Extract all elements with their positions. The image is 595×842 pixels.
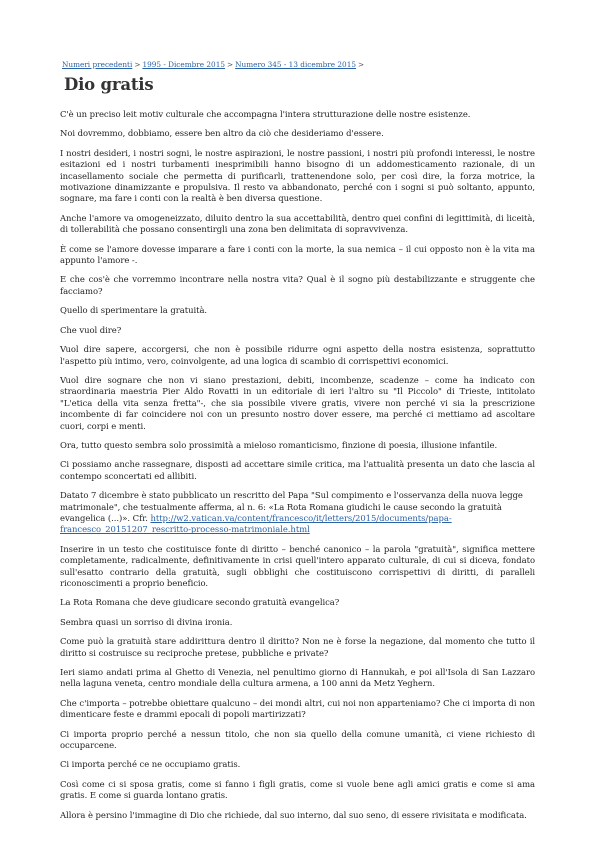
article-title: Dio gratis [64,75,154,94]
paragraph: Ci importa perché ce ne occupiamo gratis. [60,759,241,770]
decree-paragraph [60,490,535,536]
paragraph: C'è un preciso leit motiv culturale che accompagna l'intera strutturazione delle nostre esistenze. [60,109,471,119]
paragraph: E che cos'è che vorremmo incontrare nella nostra vita? Qual è il sogno più destabilizzante e struggente che facciamo? [60,274,535,296]
paragraph: Vuol dire sapere, accorgersi, che non è possibile ridurre ogni aspetto della nostra esistenza, soprattutto l'aspetto più intimo, vero, coinvolgente, ad una logica di scambio di corrispettivi economici. [60,344,535,366]
decree-text: Datato 7 dicembre è stato pubblicato un rescritto del Papa "Sul compimento e l'osservanza della nuova legge matrimonale", che testualmente afferma, al n. 6: «La Rota Romana giudichi le cause secondo la gratuità evangelica (...)». Cfr. [60,490,523,523]
paragraph: Noi dovremmo, dobbiamo, essere ben altro da ciò che desideriamo d'essere. [60,128,384,139]
paragraph: Vuol dire sognare che non vi siano prestazioni, debiti, incombenze, scadenze – come ha indicato con straordinaria maestria Pier Aldo Rovatti in un editoriale di ieri l'altro su "Il Piccolo" di Trieste, intitolato "L'etica della vita senza fretta"-, che sia possibile vivere gratis, vivere non perché vi sia la prescrizione incombente di far coincidere noi con un presunto nostro dover essere, ma perché ci mettiamo ad ascoltare cuori, corpi e menti. [60,374,535,431]
paragraph: Sembra quasi un sorriso di divina ironia. [60,616,233,627]
breadcrumb-link-year-range[interactable]: 1995 - Dicembre 2015 [142,60,225,69]
paragraph: Così come ci si sposa gratis, come si fanno i figli gratis, come si vuole bene agli amici gratis e come si ama gratis. E come si guarda lontano gratis. [60,778,535,801]
breadcrumb-separator: > [357,60,365,69]
breadcrumb-separator: > [134,60,141,69]
article-body [60,109,535,821]
breadcrumb [62,60,535,70]
paragraph: Ci importa proprio perché a nessun titolo, che non sia quello della comune umanità, ci viene richiesto di occuparcene. [60,728,535,751]
paragraph: Allora è persino l'immagine di Dio che richiede, dal suo interno, dal suo seno, di essere rivisitata e modificata. [60,809,527,820]
breadcrumb-link-archive[interactable]: Numeri precedenti [62,60,133,69]
paragraph: La Rota Romana che deve giudicare secondo gratuità evangelica? [60,597,340,608]
paragraph: Che c'importa – potrebbe obiettare qualcuno – dei mondi altri, cui noi non apparteniamo? Che ci importa di non dimenticare feste e drammi epocali di popoli martirizzati? [60,697,535,720]
paragraph: Che vuol dire? [60,324,122,335]
paragraph: Come può la gratuità stare addirittura dentro il diritto? Non ne è forse la negazione, dal momento che tutto il diritto si costruisce su reciproche pretese, pubbliche e private? [60,636,535,658]
paragraph: Ora, tutto questo sembra solo prossimità a mieloso romanticismo, finzione di poesia, illusione infantile. [60,439,498,450]
breadcrumb-separator: > [227,60,234,69]
vatican-document-link[interactable]: http://w2.vatican.va/content/francesco/it/letters/2015/documents/papa-francesco_20151207_rescritto-processo-matrimoniale.html [60,512,452,535]
breadcrumb-link-issue[interactable]: Numero 345 - 13 dicembre 2015 [235,60,356,69]
paragraph: È come se l'amore dovesse imparare a fare i conti con la morte, la sua nemica – il cui opposto non è la vita ma appunto l'amore -. [60,243,535,266]
paragraph: Quello di sperimentare la gratuità. [60,305,208,316]
paragraph: Inserire in un testo che costituisce fonte di diritto – benché canonico – la parola "gratuità", significa mettere completamente, radicalmente, definitivamente in crisi quell'intero apparato culturale, di cui si diceva, fondato sull'esatto contrario della gratuità, sugli obblighi che costituiscono corrispettivi di diritti, di paralleli riconoscimenti a proprio beneficio. [60,543,535,588]
document-page [60,60,535,829]
paragraph: Ci possiamo anche rassegnare, disposti ad accettare simile critica, ma l'attualità presenta un dato che lascia al contempo sconcertati ed allibiti. [60,459,535,481]
paragraph: Ieri siamo andati prima al Ghetto di Venezia, nel penultimo giorno di Hannukah, e poi all'Isola di San Lazzaro nella laguna veneta, centro mondiale della cultura armena, a 100 anni da Metz Yeghern. [60,667,535,689]
paragraph: Anche l'amore va omogeneizzato, diluito dentro la sua accettabilità, dentro quei confini di legittimità, di liceità, di tollerabilità che possano consentirgli una zona ben delimitata di sopravvivenza. [60,212,535,235]
paragraph: I nostri desideri, i nostri sogni, le nostre aspirazioni, le nostre passioni, i nostri più profondi interessi, le nostre esitazioni ed i nostri turbamenti inesprimibili hanno bisogno di un addomesticamento razionale, di un incasellamento sociale che permetta di purificarli, trattenendone solo, per così dire, la forza motrice, la motivazione dinamizzante e propulsiva. Il resto va abbandonato, perché con i sogni si può soltanto, appunto, sognare, ma fare i conti con la realtà è ben diversa questione. [60,147,535,204]
